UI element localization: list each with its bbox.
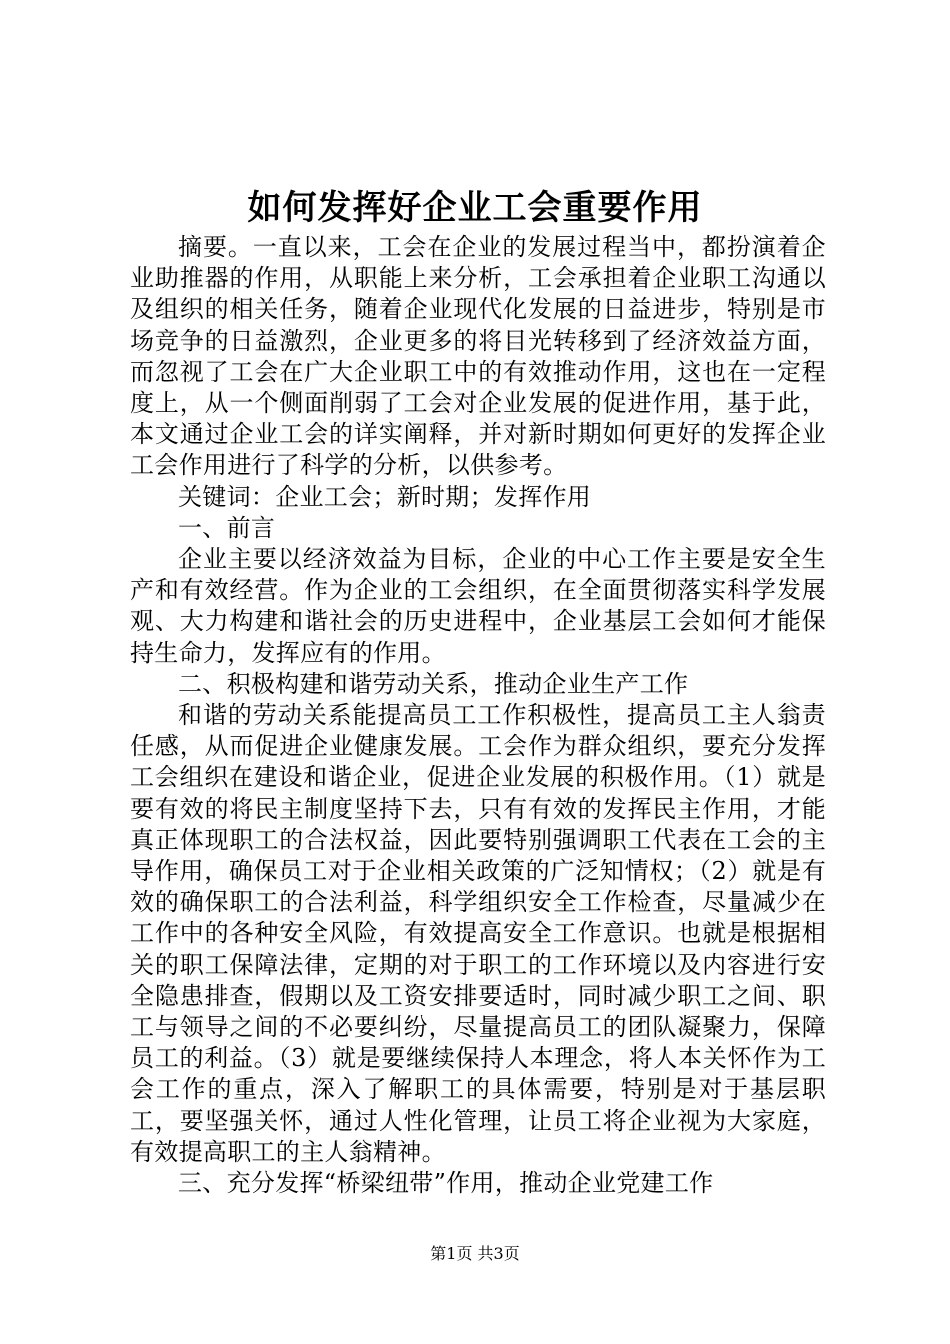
keywords-paragraph: 关键词：企业工会；新时期；发挥作用 [178, 482, 592, 511]
section-heading-2: 二、积极构建和谐劳动关系，推动企业生产工作 [178, 669, 689, 698]
body-paragraph: 和谐的劳动关系能提高员工工作积极性，提高员工主人翁责任感，从而促进企业健康发展。工会作为群众组织，要充分发挥工会组织在建设和谐企业，促进企业发展的积极作用。（1）就是要有效的将民主制度坚持下去，只有有效的发挥民主作用，才能真正体现职工的合法权益，因此要特别强调职工代表在工会的主导作用，确保员工对于企业相关政策的广泛知情权；（2）就是有效的确保职工的合法利益，科学组织安全工作检查，尽量减少在工作中的各种安全风险，有效提高安全工作意识。也就是根据相关的职工保障法律，定期的对于职工的工作环境以及内容进行安全隐患排查，假期以及工资安排要适时，同时减少职工之间、职工与领导之间的不必要纠纷，尽量提高员工的团队凝聚力，保障员工的利益。（3）就是要继续保持人本理念，将人本关怀作为工会工作的重点，深入了解职工的具体需要，特别是对于基层职工，要坚强关怀，通过人性化管理，让员工将企业视为大家庭，有效提高职工的主人翁精神。 [130, 701, 826, 1166]
section-heading-1: 一、前言 [178, 513, 276, 542]
body-paragraph: 企业主要以经济效益为目标，企业的中心工作主要是安全生产和有效经营。作为企业的工会组织，在全面贯彻落实科学发展观、大力构建和谐社会的历史进程中，企业基层工会如何才能保持生命力，发挥应有的作用。 [130, 545, 826, 667]
abstract-paragraph: 摘要。一直以来，工会在企业的发展过程当中，都扮演着企业助推器的作用，从职能上来分析，工会承担着企业职工沟通以及组织的相关任务，随着企业现代化发展的日益进步，特别是市场竞争的日益激烈，企业更多的将目光转移到了经济效益方面，而忽视了工会在广大企业职工中的有效推动作用，这也在一定程度上，从一个侧面削弱了工会对企业发展的促进作用，基于此，本文通过企业工会的详实阐释，并对新时期如何更好的发挥企业工会作用进行了科学的分析，以供参考。 [130, 233, 826, 480]
document-body [130, 232, 826, 1199]
section-heading-3: 三、充分发挥“桥梁纽带”作用，推动企业党建工作 [178, 1169, 714, 1198]
page-footer: 第1页 共3页 [430, 1244, 520, 1263]
document-title: 如何发挥好企业工会重要作用 [247, 188, 703, 228]
